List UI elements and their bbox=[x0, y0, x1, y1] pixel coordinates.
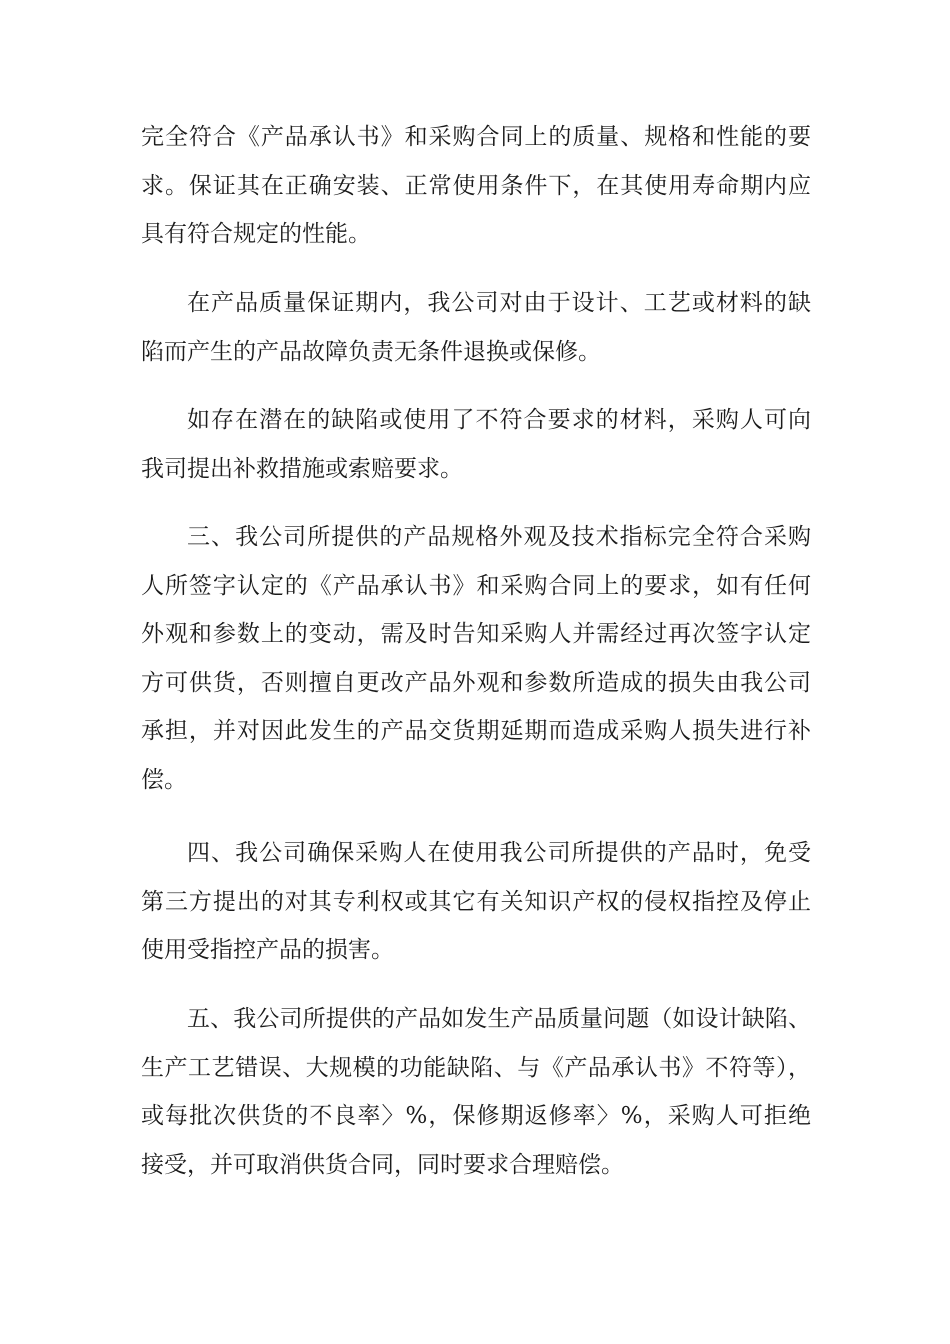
text-line: 具有符合规定的性能。 bbox=[141, 221, 371, 247]
text-line: 四、我公司确保采购人在使用我公司所提供的产品时，免受 bbox=[187, 840, 811, 866]
text-line: 生产工艺错误、大规模的功能缺陷、与《产品承认书》不符等）， bbox=[141, 1054, 811, 1081]
text-line: 我司提出补救措施或索赔要求。 bbox=[141, 455, 463, 482]
paragraph-latent-defects bbox=[141, 396, 811, 493]
text-line: 外观和参数上的变动，需及时告知采购人并需经过再次签字认定 bbox=[141, 621, 811, 647]
text-line: 三、我公司所提供的产品规格外观及技术指标完全符合采购 bbox=[187, 524, 811, 550]
text-line: 如存在潜在的缺陷或使用了不符合要求的材料，采购人可向 bbox=[187, 407, 811, 433]
paragraph-quality-compliance bbox=[141, 113, 811, 259]
text-line: 接受，并可取消供货合同，同时要求合理赔偿。 bbox=[141, 1151, 624, 1178]
text-line: 方可供货，否则擅自更改产品外观和参数所造成的损失由我公司 bbox=[141, 669, 811, 696]
paragraph-section-three bbox=[141, 513, 811, 804]
paragraph-warranty-period bbox=[141, 279, 811, 376]
text-line: 五、我公司所提供的产品如发生产品质量问题（如设计缺陷、 bbox=[187, 1006, 811, 1032]
text-line: 第三方提出的对其专利权或其它有关知识产权的侵权指控及停止 bbox=[141, 888, 811, 915]
text-line: 偿。 bbox=[141, 766, 187, 793]
text-line: 完全符合《产品承认书》和采购合同上的质量、规格和性能的要 bbox=[141, 124, 811, 150]
text-line: 人所签字认定的《产品承认书》和采购合同上的要求，如有任何 bbox=[141, 572, 811, 599]
text-line: 承担，并对因此发生的产品交货期延期而造成采购人损失进行补 bbox=[141, 718, 811, 744]
paragraph-section-four bbox=[141, 829, 811, 975]
text-line: 在产品质量保证期内，我公司对由于设计、工艺或材料的缺 bbox=[187, 290, 811, 316]
text-line: 使用受指控产品的损害。 bbox=[141, 937, 394, 963]
text-line: 求。保证其在正确安装、正常使用条件下，在其使用寿命期内应 bbox=[141, 172, 811, 199]
paragraph-section-five bbox=[141, 995, 811, 1189]
text-line: 陷而产生的产品故障负责无条件退换或保修。 bbox=[141, 338, 601, 365]
text-line: 或每批次供货的不良率〉%，保修期返修率〉%，采购人可拒绝 bbox=[141, 1103, 811, 1129]
